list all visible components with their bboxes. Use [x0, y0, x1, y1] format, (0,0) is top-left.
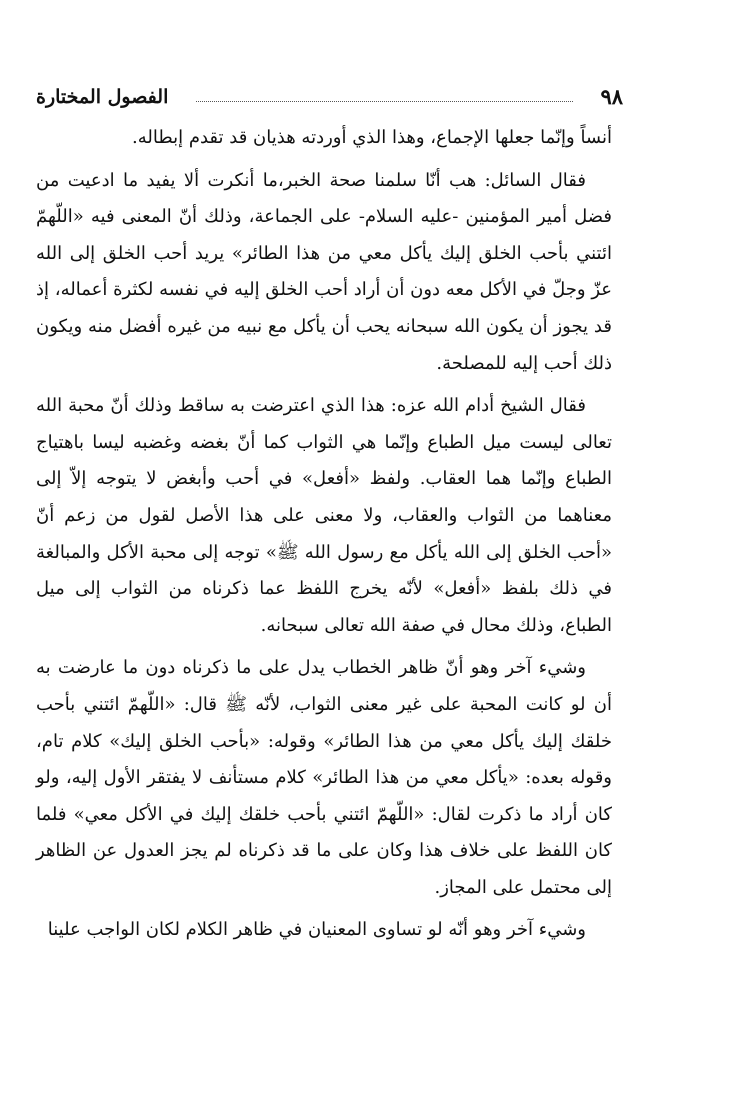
paragraph-4: وشيء آخر وهو أنّ ظاهر الخطاب يدل على ما ذكرناه دون ما عارضت به أن لو كانت المحبة على غير معنى الثواب، لأنّه ﷺ قال: «اللّهمّ ائتني بأحب خلقك إليك يأكل معي من هذا الطائر» وقوله: «بأحب الخلق إليك» كلام تام، وقوله بعده: «يأكل معي من هذا الطائر» كلام مستأنف لا يفتقر الأول إليه، ولو كان أراد ما ذكرت لقال: «اللّهمّ ائتني بأحب خلقك إليك في الأكل معي» فلما كان اللفظ على خلاف هذا وكان على ما قد ذكرناه لم يجز العدول عن الظاهر إلى محتمل على المجاز. — [36, 657, 612, 898]
page-number: ٩٨ — [600, 84, 623, 109]
running-title: الفصول المختارة — [36, 86, 169, 108]
body-text — [36, 120, 612, 949]
paragraph-2: فقال السائل: هب أنّا سلمنا صحة الخبر،ما أنكرت ألا يفيد ما ادعيت من فضل أمير المؤمنين -عليه السلام- على الجماعة، وذلك أنّ المعنى فيه «اللّهمّ ائتني بأحب الخلق إليك يأكل معي من هذا الطائر» يريد أحب الخلق إلى الله عزّ وجلّ في الأكل معه دون أن أراد أحب الخلق إليه في نفسه لكثرة أعماله، إذ قد يجوز أن يكون الله سبحانه يحب أن يأكل مع نبيه من غيره أفضل منه ويكون ذلك أحب إليه للمصلحة. — [36, 169, 612, 374]
page-header — [36, 82, 623, 112]
paragraph-1: أنساً وإنّما جعلها الإجماع، وهذا الذي أوردته هذيان قد تقدم إبطاله. — [132, 127, 612, 148]
paragraph-5: وشيء آخر وهو أنّه لو تساوى المعنيان في ظاهر الكلام لكان الواجب علينا — [47, 919, 586, 941]
paragraph-3: فقال الشيخ أدام الله عزه: هذا الذي اعترضت به ساقط وذلك أنّ محبة الله تعالى ليست ميل الطباع وإنّما هي الثواب كما أنّ بغضه وغضبه ليسا باهتياج الطباع وإنّما هما العقاب. ولفظ «أفعل» في أحب وأبغض لا يتوجه إلاّ إلى معناهما من الثواب والعقاب، ولا معنى على هذا الأصل لقول من زعم أنّ «أحب الخلق إلى الله يأكل مع رسول الله ﷺ» توجه إلى محبة الأكل والمبالغة في ذلك بلفظ «أفعل» لأنّه يخرج اللفظ عما ذكرناه من الثواب إلى ميل الطباع، وذلك محال في صفة الله تعالى سبحانه. — [36, 395, 612, 636]
header-dotted-rule — [196, 101, 573, 102]
